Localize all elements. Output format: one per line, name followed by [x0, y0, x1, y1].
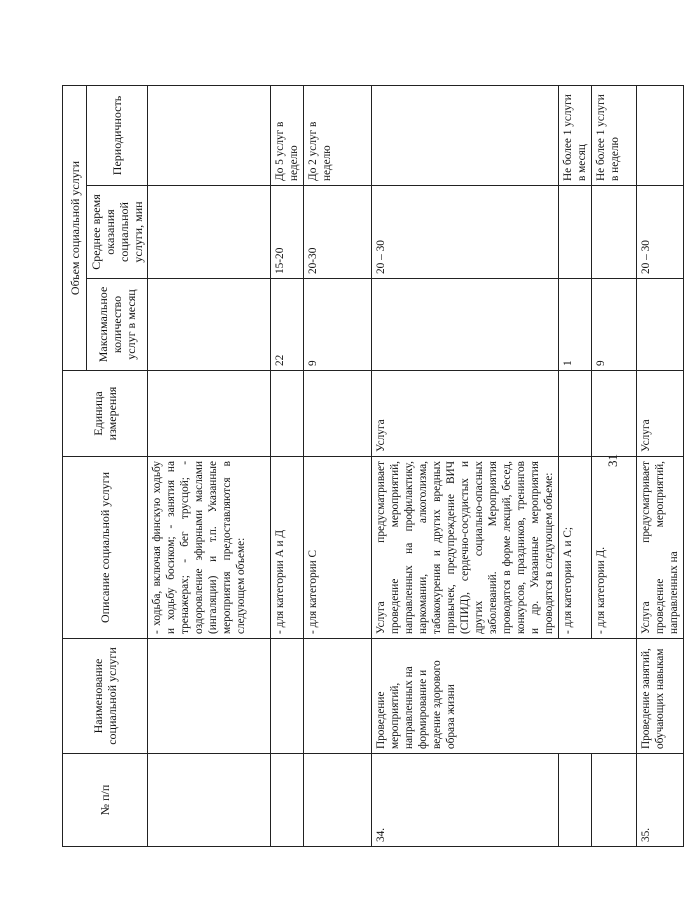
col-header-description: Описание социальной услуги — [63, 457, 148, 639]
cell-empty — [637, 86, 684, 186]
unit-value: Услуга — [372, 371, 559, 457]
col-header-avg-time: Среднее время оказания социальной услуги, мин — [87, 186, 148, 279]
avg-time-value: 20-30 — [304, 186, 372, 279]
category-label: - для категории А и С; — [559, 457, 592, 639]
cell-empty — [372, 86, 559, 186]
col-header-unit: Единица измерения — [63, 371, 148, 457]
avg-time-value: 20 – 30 — [372, 186, 559, 279]
periodicity-value: Не более 1 услуги в месяц — [559, 86, 592, 186]
row-number: 35. — [637, 754, 684, 847]
unit-value: Услуга — [637, 371, 684, 457]
category-label: - для категории А и Д — [271, 457, 304, 639]
col-header-name: Наименование социальной услуги — [63, 639, 148, 754]
service-description: - ходьба, включая финскую ходьбу и ходьбу босиком; - занятия на тренажерах; - бег трусцой; - оздоровление эфирными маслами (ингаляции) и т.п. Указанные мероприятия предоставляются в следующем объеме: — [148, 457, 271, 639]
service-description: Услуга предусматривает проведение мероприятий, направленных на — [637, 457, 684, 639]
max-count-value: 9 — [592, 279, 637, 371]
max-count-value: 9 — [304, 279, 372, 371]
col-header-volume-group: Объем социальной услуги — [63, 86, 87, 371]
service-name: Проведение мероприятий, направленных на формирование и ведение здорового образа жизни — [372, 639, 637, 754]
avg-time-value: 20 – 30 — [637, 186, 684, 279]
periodicity-value: До 5 услуг в неделю — [271, 86, 304, 186]
cell-empty — [148, 186, 271, 279]
cell-empty — [148, 86, 271, 186]
periodicity-value: Не более 1 услуги в неделю — [592, 86, 637, 186]
category-label: - для категории С — [304, 457, 372, 639]
cell-empty — [637, 279, 684, 371]
service-description: Услуга предусматривает проведение мероприятий, направленных на профилактику, наркомании, алкоголизма, табакокурения и других вредных привычек, предупреждение ВИЧ (СПИД), сердечно-сосудистых и других социально-опасных заболеваний. Мероприятия проводятся в форме лекций, бесед, конкурсов, праздников, тренингов и др. Указанные мероприятия проводятся в следующем объеме: — [372, 457, 559, 639]
max-count-value: 22 — [271, 279, 304, 371]
cell-empty — [148, 279, 271, 371]
cell-empty — [148, 639, 271, 754]
row-number: 34. — [372, 754, 559, 847]
avg-time-value: 15-20 — [271, 186, 304, 279]
service-name: Проведение занятий, обучающих навыкам — [637, 639, 684, 754]
col-header-max-count: Максимальное количество услуг в месяц — [87, 279, 148, 371]
services-table — [62, 85, 684, 847]
col-header-periodicity: Периодичность — [87, 86, 148, 186]
col-header-number: № п/п — [63, 754, 148, 847]
page-number: 31 — [605, 454, 620, 467]
cell-empty — [148, 754, 271, 847]
max-count-value: 1 — [559, 279, 592, 371]
periodicity-value: До 2 услуг в неделю — [304, 86, 372, 186]
cell-empty — [148, 371, 271, 457]
cell-empty — [372, 279, 559, 371]
category-label: - для категории Д. — [592, 457, 637, 639]
